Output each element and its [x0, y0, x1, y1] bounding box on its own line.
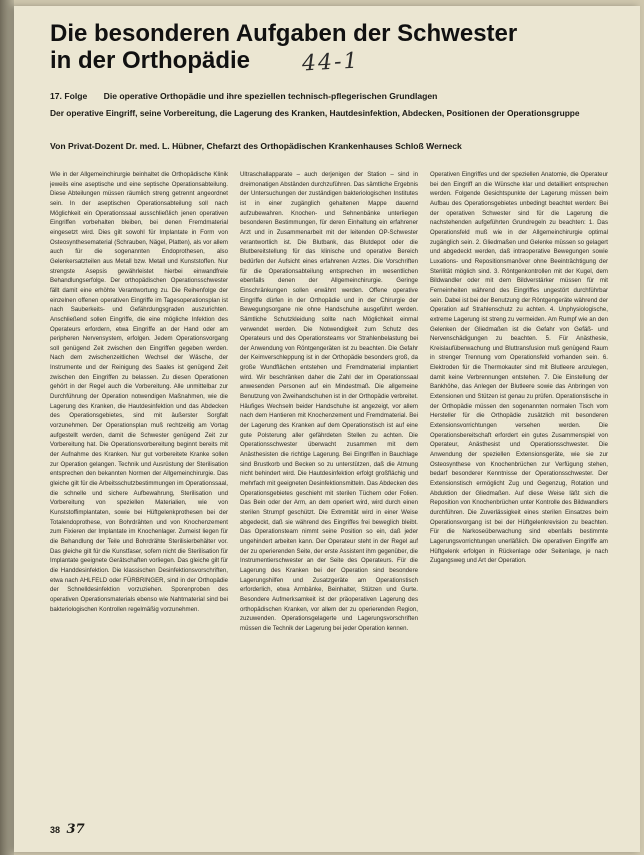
page-number-printed: 38	[50, 825, 61, 835]
series-label: 17. Folge	[50, 91, 88, 101]
text-column-3	[430, 170, 608, 830]
series-title: Die operative Orthopädie und ihre speziellen technisch-pflegerischen Grundlagen	[103, 91, 438, 101]
title-line-1: Die besonderen Aufgaben der Schwester	[50, 20, 518, 47]
handwritten-annotation: 44-1	[301, 48, 361, 77]
author-line: Von Privat-Dozent Dr. med. L. Hübner, Chefarzt des Orthopädischen Krankenhauses Schloß Werneck	[50, 141, 462, 151]
page-number-handwritten: 37	[66, 822, 85, 837]
title-line-2: in der Orthopädie	[50, 47, 251, 74]
article-subtitle: Der operative Eingriff, seine Vorbereitung, die Lagerung des Kranken, Hautdesinfektion, Abdecken, Positionen der Operationsgruppe	[50, 108, 580, 118]
text-column-2	[240, 170, 418, 830]
column-2-text: Ultraschallapparate – auch derjenigen der Station – sind in dreimonatigen Abständen durchzuführen. Das sämtliche Ergebnis der Untersuchungen der zuständigen bakteriologischen Institutes ist in einer zugänglich gehaltenen Mappe dauernd aufzubewahren. Knochen- und Sehnenbänke unterliegen besonderen Bestimmungen, für deren Einhaltung ein erfahrener Arzt und in Zusammenarbeit mit der leitenden OP-Schwester verantwortlich ist. Die Blutbank, das Blutdepot oder die Blutbereitstellung für das klinische und operative Bereich bedürfen der Aufsicht eines erfahrenen Arztes. Die Vorschriften für die Operationsabteilung entsprechen im wesentlichen ebenfalls denen der Allgemeinchirurgie. Geringe Einschränkungen sollen erwähnt werden. Offene operative Eingriffe dürfen in der Orthopädie und in der Chirurgie der Bewegungsorgane nie ohne Handschuhe ausgeführt werden. Sämtliche Schutzkleidung sollte nach Möglichkeit einmal verwendet werden. Die Notwendigkeit zum Schutz des Operateurs und des Operationsteams vor Strahlenbelastung bei der Anwendung von Röntgengeräten ist zu beachten. Die Gefahr der Keimverschleppung ist in der Orthopädie besonders groß, da große Wundflächen entstehen und Fremdmaterial implantiert wird. Wir beschränken daher die Zahl der im Operationssaal anwesenden Personen auf ein Mindestmaß. Die allgemeine Benutzung von Zweihandschuhen ist in der Orthopädie verbreitet. Häufiges Wechseln beider Handschuhe ist angezeigt, vor allem nach dem Hantieren mit Knochenzement und Fremdmaterial. Bei der Lagerung des Kranken auf dem Operationstisch ist auf eine gute Polsterung aller gefährdeten Stellen zu achten. Die Operationsschwester überwacht zusammen mit dem Anästhesisten die richtige Lagerung. Bei Eingriffen in Bauchlage sind Brustkorb und Becken so zu unterstützen, daß die Atmung nicht behindert wird. Die Hautdesinfektion erfolgt großflächig und mehrfach mit geeigneten Desinfektionsmitteln. Das Abdecken des Operationsgebietes geschieht mit sterilen Tüchern oder Folien. Das Bein oder der Arm, an dem operiert wird, wird durch einen sterilen Strumpf geschützt. Die Extremität wird in einer Weise abgedeckt, daß sie während des Eingriffes frei beweglich bleibt. Das Operationsteam nimmt seine Position so ein, daß jeder ungehindert arbeiten kann. Der Operateur steht in der Regel auf der zu operierenden Seite, der erste Assistent ihm gegenüber, die Instrumentierschwester an der Seite des Operateurs. Für die Lagerung des Kranken bei der Operation sind besondere Lagerungshilfen und Zusatzgeräte am Operationstisch erforderlich, etwa Armbänke, Beinhalter, Stützen und Gurte. Besondere Aufmerksamkeit ist der präoperativen Lagerung des orthopädischen Kranken, vor allem der zu operierenden Region, zuzuwenden. Operationsgelagerte und Lagerungsvorschriften müssen die Technik der Lagerung bei jeder Operation kennen.	[240, 171, 418, 632]
column-3-text: Operativen Eingriffes und der speziellen Anatomie, die Operateur bei den Eingriff an die Wünsche klar und detailliert entsprechen werden. Folgende Gesichtspunkte der Lagerung müssen beim Aufbau des Operationsgebietes unbedingt beachtet werden: Bei der operativen Schwester sind für die Lagerung die nachstehenden aufgeführten Grundregeln zu beachten: 1. Das Operationsfeld muß wie in der Allgemeinchirurgie optimal zugänglich sein. 2. Gliedmaßen und Gelenke müssen so gelagert und abgedeckt werden, daß intraoperative Bewegungen sowie Luxations- und Repositionsmanöver ohne Beeinträchtigung der Sterilität möglich sind. 3. Röntgenkontrollen mit der Kugel, dem Bildwandler oder mit dem Bildverstärker müssen für mit Ferneinheiten während des Eingriffes ungestört durchführbar sein. Dabei ist bei der Benutzung der Röntgengeräte während der Operation auf Strahlenschutz zu achten. 4. Unphysiologische, extreme Lagerung ist streng zu vermeiden. Am Rumpf wie an den Gelenken der Gliedmaßen ist die Gefahr von Gefäß- und Nervenschädigungen zu beachten. 5. Für Anästhesie, Kreislaufüberwachung und Bluttransfusion muß genügend Raum in strenger Trennung vom Operationsfeld vorhanden sein. 6. Elektroden für die Thermokauter sind mit Blutleere anzulegen, damit keine Verbrennungen entstehen. 7. Die Einstellung der Bankhöhe, das Anlegen der Blutleere sowie das Anbringen von Extensionen und Stützen ist genau zu prüfen. Operationstische in der Orthopädie müssen den sogenannten normalen Tisch vom Hersteller für die Orthopädie zusätzlich mit besonderen Extensionsvorrichtungen versehen werden. Die Operationsbereitschaft erfordert ein gutes Zusammenspiel von Operateur, Anästhesist und Operationsschwester. Die Anwendung der speziellen Extensionsgeräte, wie sie zur Osteosynthese von Knochenbrüchen zur Verfügung stehen, bedarf besonderer Kenntnisse der Operationsschwester. Der Extensionstisch ermöglicht Zug und Gegenzug, Rotation und Abduktion der Gliedmaßen. Auf diese Weise läßt sich die Reposition von Knochenbrüchen unter Kontrolle des Bildwandlers durchführen. Die Zuverlässigkeit eines sterilen Einsatzes beim Operationsvorgang ist bei der Hüftgelenkrevision zu beachten. Für die Narkoseüberwachung sind ebenfalls bestimmte Lagerungsvorrichtungen unerläßlich. Die operativen Eingriffe am Hüftgelenk erfolgen in Rückenlage oder Seitenlage, je nach Zugangsweg und Art der Operation.	[430, 171, 608, 565]
text-column-1	[50, 170, 228, 830]
book-spine-shadow	[0, 0, 14, 855]
column-1-text: Wie in der Allgemeinchirurgie beinhaltet die Orthopädische Klinik jeweils eine aseptische und eine septische Operationsabteilung. Diese Abteilungen müssen räumlich streng getrennt angeordnet sein. In der aseptischen Operationsabteilung soll nach Möglichkeit ein Operationssaal ausschließlich jenen operativen Eingriffen vorbehalten bleiben, bei denen Fremdmaterial eingesetzt wird. Dies gilt sowohl für Implantate in Form von Osteosynthesematerial (Schrauben, Nägel, Platten), als vor allem auch für die sogenannten Endoprothesen, also Gelenkersatzteilen aus Metall bzw. Metall und Kunststoffen. Nur strengste Asepsis gewährleistet hierbei einwandfreie Behandlungserfolge. Der orthopädischen Operationsschwester fällt damit eine erhöhte Verantwortung zu. Die Reihenfolge der einzelnen offenen operativen Eingriffe im Tagesoperationsplan ist nach Sauberkeits- und Gefährdungsgraden auszurichten. Anschließend sollen Eingriffe, die eine mögliche Infektion des Operateurs erfordern, etwa Eingriffe an der Hand oder am peripheren Nervensystem, erfolgen. Jedem Operationsvorgang soll genügend Zeit zwischen den Eingriffen gegeben werden. Nach dem zwischenzeitlichen Wechsel der Wäsche, der Instrumente und der Reinigung des Saales ist genügend Zeit zwischen den Eingriffen zu belassen. Zu diesen Operationen gehört in der Regel auch die Vorbereitung. Alle unmittelbar zur Durchführung der Operation notwendigen Maßnahmen, wie die Lagerung des Kranken, die Hautdesinfektion und das Abdecken des Operationsgebietes, sind mit äußerster Sorgfalt vorzunehmen. Der Operationsplan muß rechtzeitig am Vortag aufgestellt werden, damit die Schwester genügend Zeit zur Vorbereitung hat. Die Operationsvorbereitung beginnt bereits mit der Aufnahme des Kranken. Nur gut vorbereitete Kranke sollen zur Operation gelangen. Technik und Ausrüstung der Sterilisation entsprechen den bekannten Normen der Allgemeinchirurgie. Das gleiche gilt für die Arbeitsschutzbestimmungen im Operationssaal, die schnelle und sichere Aufbewahrung, Sterilisation und Vorbereitung von speziellen Materialien, wie von Kunststoffimplantaten, sowie bei Hüftgelenkprothesen bei der Totalendoprothese, von Bohrdrähten und von Knochenzement zum Fixieren der Implantate im Knochenlager. Zumeist liegen für die Behandlung der Teile und Bohrdrähte Sterilisierbehälter vor. Das gleiche gilt für die Kunstfaser, sofern nicht die Sterilisation für Implantate geeignete Gerätschaften vorliegen. Das gleiche gilt für die Handdesinfektion. Die klassischen Desinfektionsvorschriften, etwa nach AHLFELD oder FÜRBRINGER, sind in der Orthopädie der Schnelldesinfektion vorzuziehen. Sporenproben des operativen Operationsmaterials ebenso wie Nahtmaterial sind bei bakteriologischen Kontrollen regelmäßig vorzunehmen.	[50, 171, 228, 613]
page-number	[50, 822, 85, 837]
series-heading	[50, 91, 630, 101]
